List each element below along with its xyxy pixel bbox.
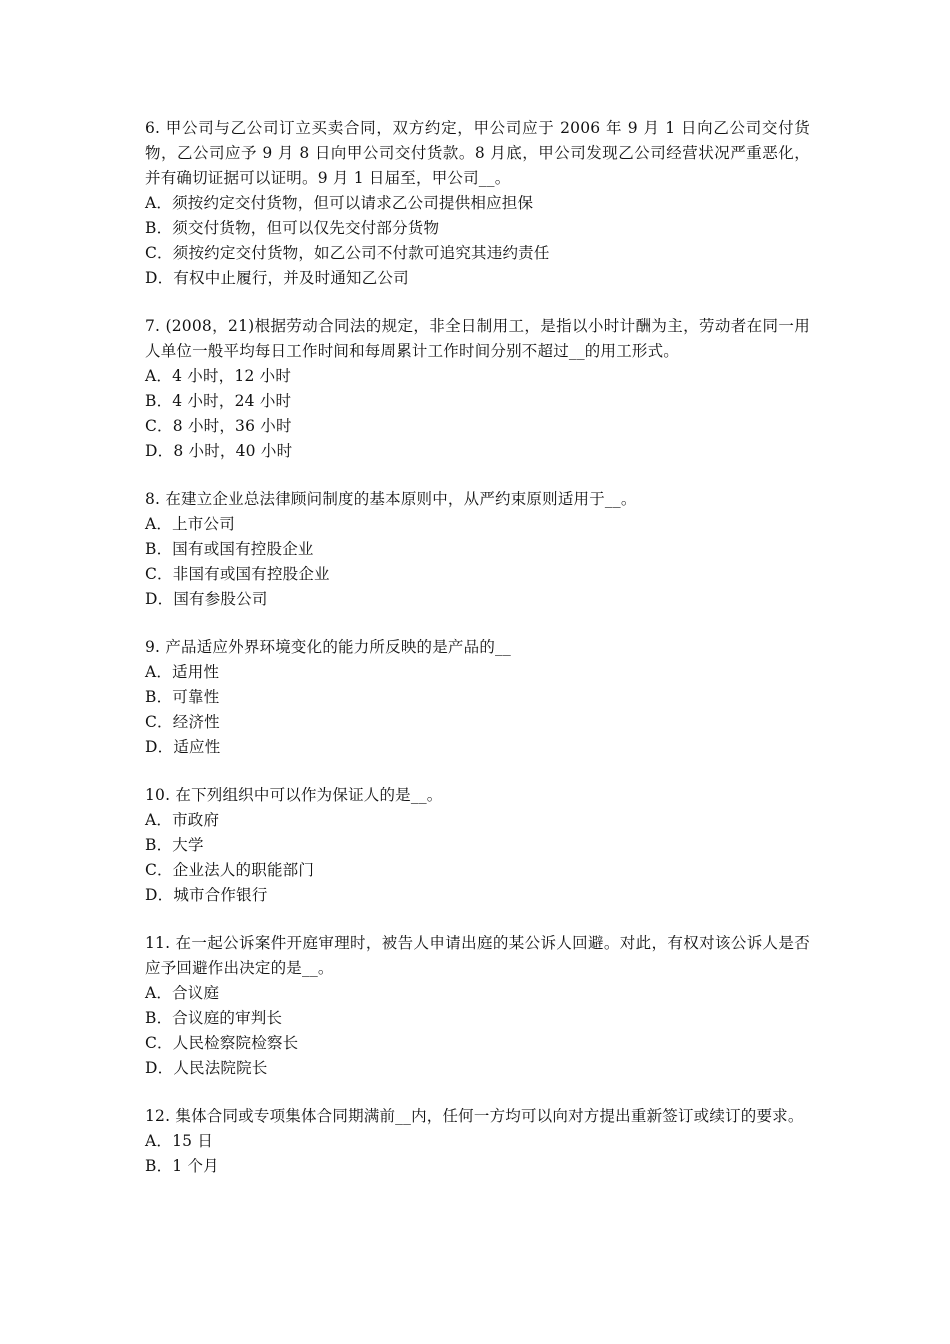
- question-12: [145, 1104, 810, 1179]
- question-stem: 6. 甲公司与乙公司订立买卖合同，双方约定，甲公司应于 2006 年 9 月 1 日向乙公司交付货物，乙公司应予 9 月 8 日向甲公司交付货款。8 月底，甲公司发现乙公司经营状况严重恶化，并有确切证据可以证明。9 月 1 日届至，甲公司__。: [145, 119, 810, 187]
- option-b: B．可靠性: [145, 688, 220, 706]
- option-b: B．4 小时，24 小时: [145, 392, 292, 410]
- option-c: C．经济性: [145, 713, 220, 731]
- question-7: [145, 314, 810, 464]
- option-b: B．合议庭的审判长: [145, 1009, 283, 1027]
- option-b: B．1 个月: [145, 1157, 219, 1175]
- option-c: C．非国有或国有控股企业: [145, 565, 330, 583]
- document-page: [145, 116, 810, 1202]
- option-d: D．8 小时，40 小时: [145, 442, 293, 460]
- option-a: A．15 日: [145, 1132, 214, 1150]
- option-d: D．国有参股公司: [145, 590, 268, 608]
- option-a: A．市政府: [145, 811, 220, 829]
- option-a: A．合议庭: [145, 984, 220, 1002]
- question-stem: 11. 在一起公诉案件开庭审理时，被告人申请出庭的某公诉人回避。对此，有权对该公诉人是否应予回避作出决定的是__。: [145, 934, 810, 977]
- question-6: [145, 116, 810, 291]
- option-c: C．8 小时，36 小时: [145, 417, 292, 435]
- option-a: A．4 小时，12 小时: [145, 367, 292, 385]
- question-11: [145, 931, 810, 1081]
- option-d: D．人民法院院长: [145, 1059, 268, 1077]
- question-stem: 9. 产品适应外界环境变化的能力所反映的是产品的__: [145, 638, 511, 656]
- option-a: A．须按约定交付货物，但可以请求乙公司提供相应担保: [145, 194, 534, 212]
- option-b: B．大学: [145, 836, 204, 854]
- question-9: [145, 635, 810, 760]
- question-stem: 7. (2008，21)根据劳动合同法的规定，非全日制用工，是指以小时计酬为主，劳动者在同一用人单位一般平均每日工作时间和每周累计工作时间分别不超过__的用工形式。: [145, 317, 810, 360]
- option-a: A．上市公司: [145, 515, 235, 533]
- question-stem: 10. 在下列组织中可以作为保证人的是__。: [145, 786, 443, 804]
- option-c: C．企业法人的职能部门: [145, 861, 315, 879]
- option-b: B．国有或国有控股企业: [145, 540, 314, 558]
- option-d: D．有权中止履行，并及时通知乙公司: [145, 269, 409, 287]
- option-c: C．人民检察院检察长: [145, 1034, 299, 1052]
- option-b: B．须交付货物，但可以仅先交付部分货物: [145, 219, 440, 237]
- question-8: [145, 487, 810, 612]
- option-d: D．适应性: [145, 738, 221, 756]
- question-10: [145, 783, 810, 908]
- option-d: D．城市合作银行: [145, 886, 268, 904]
- option-a: A．适用性: [145, 663, 220, 681]
- question-stem: 8. 在建立企业总法律顾问制度的基本原则中，从严约束原则适用于__。: [145, 490, 637, 508]
- question-stem: 12. 集体合同或专项集体合同期满前__内，任何一方均可以向对方提出重新签订或续订的要求。: [145, 1107, 804, 1125]
- option-c: C．须按约定交付货物，如乙公司不付款可追究其违约责任: [145, 244, 550, 262]
